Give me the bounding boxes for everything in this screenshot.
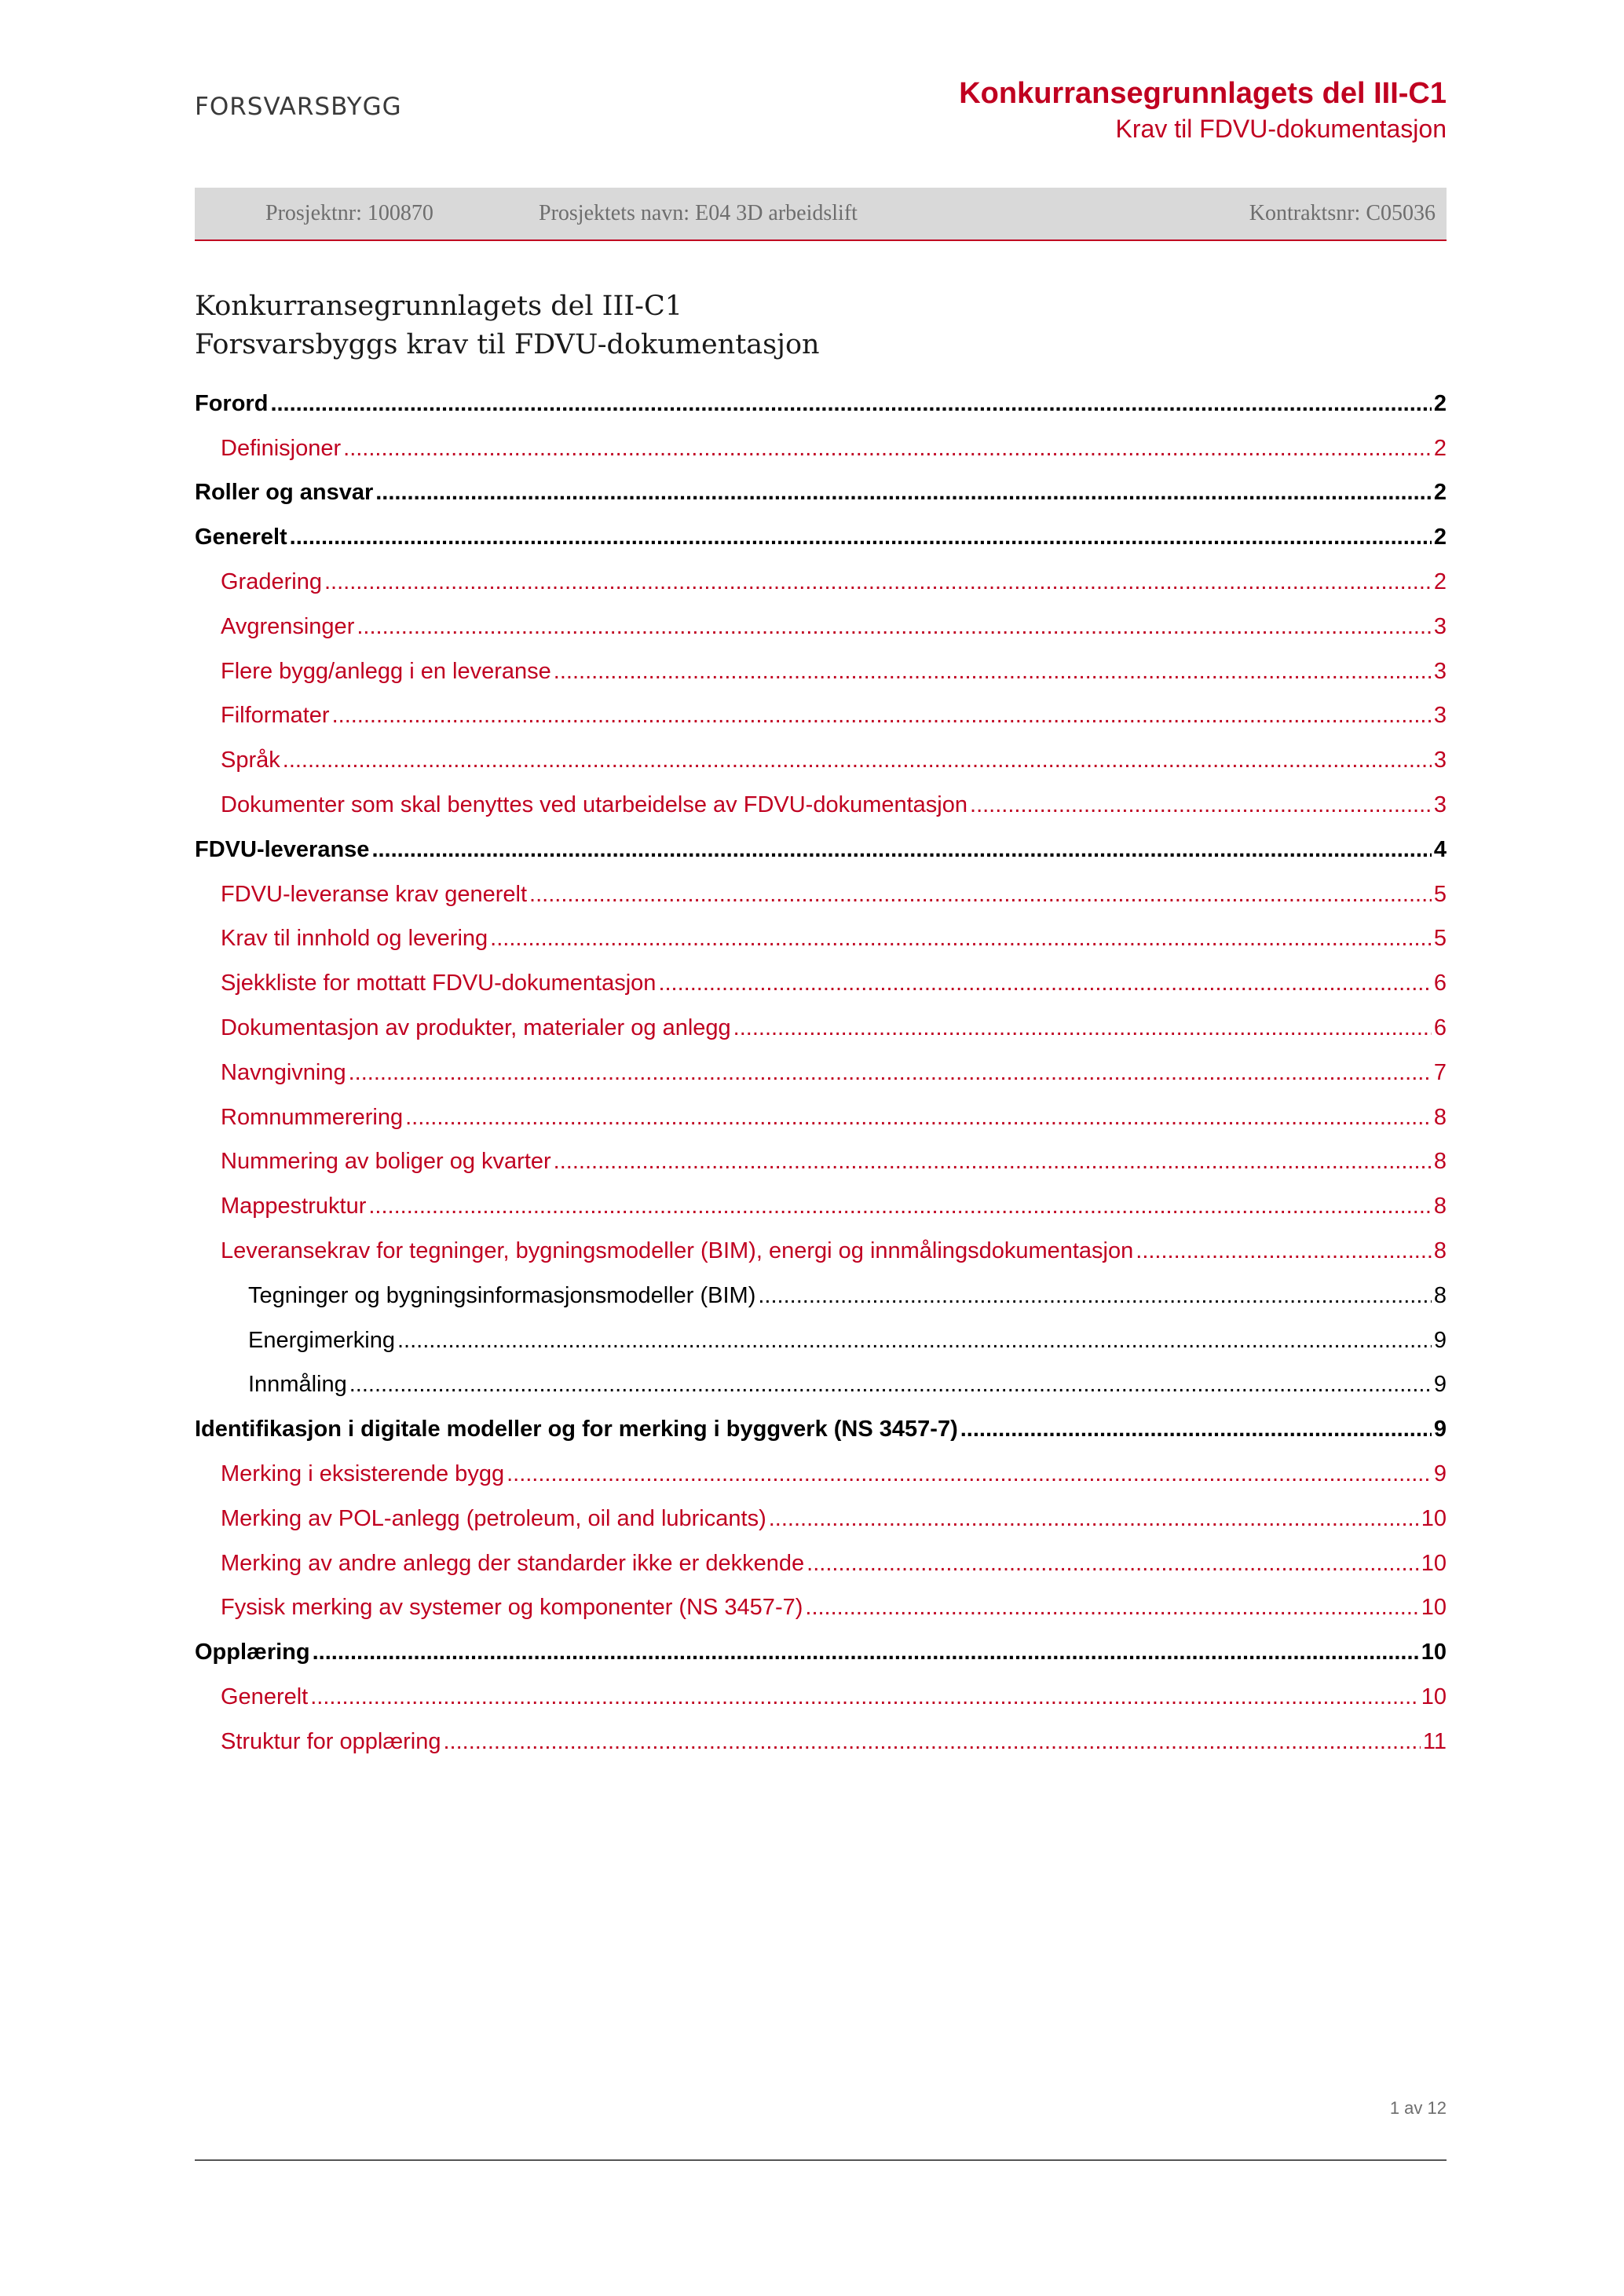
toc-entry-page: 9 (1433, 1372, 1447, 1398)
forsvarsbygg-logo: FORSVARSBYGG (195, 93, 402, 121)
toc-entry-page: 10 (1421, 1640, 1447, 1665)
toc-entry[interactable] (195, 382, 1447, 426)
toc-entry-page: 3 (1433, 703, 1447, 729)
toc-entry-label: Gradering (221, 569, 322, 595)
toc-entry[interactable] (195, 783, 1447, 828)
toc-entry-page: 7 (1433, 1059, 1447, 1085)
toc-dot-leader (290, 525, 1432, 550)
toc-entry-label: Merking av POL-anlegg (petroleum, oil and lubricants) (221, 1505, 766, 1531)
toc-entry-page: 4 (1433, 836, 1447, 862)
toc-dot-leader (733, 1015, 1432, 1041)
header-title: Konkurransegrunnlagets del III-C1 (959, 77, 1447, 110)
toc-entry[interactable] (195, 471, 1447, 516)
toc-entry-page: 3 (1433, 658, 1447, 684)
toc-entry-label: Dokumentasjon av produkter, materialer og anlegg (221, 1015, 731, 1041)
toc-dot-leader (807, 1551, 1419, 1577)
toc-dot-leader (405, 1105, 1432, 1131)
table-of-contents (195, 382, 1447, 1764)
toc-entry-label: Fysisk merking av systemer og komponenter (NS 3457-7) (221, 1595, 803, 1621)
toc-entry-page: 6 (1433, 1015, 1447, 1041)
toc-dot-leader (443, 1729, 1420, 1755)
toc-entry-label: Romnummerering (221, 1104, 404, 1130)
toc-entry-label: FDVU-leveranse (195, 836, 370, 862)
document-title (195, 287, 820, 364)
toc-dot-leader (507, 1461, 1432, 1487)
toc-entry[interactable] (195, 961, 1447, 1006)
toc-entry-label: Merking av andre anlegg der standarder ikke er dekkende (221, 1550, 805, 1576)
toc-dot-leader (658, 971, 1431, 996)
toc-entry-label: Opplæring (195, 1640, 310, 1665)
toc-dot-leader (960, 1417, 1432, 1442)
toc-dot-leader (1136, 1238, 1432, 1264)
toc-entry[interactable] (195, 1229, 1447, 1274)
toc-entry-page: 8 (1433, 1282, 1447, 1308)
toc-dot-leader (283, 748, 1432, 773)
toc-dot-leader (970, 792, 1432, 818)
toc-entry-page: 8 (1433, 1238, 1447, 1264)
toc-entry-label: Generelt (221, 1684, 309, 1709)
toc-entry-label: Definisjoner (221, 435, 342, 461)
toc-entry-label: Merking i eksisterende bygg (221, 1461, 505, 1487)
toc-entry-page: 10 (1421, 1550, 1447, 1576)
document-title-line-1: Konkurransegrunnlagets del III-C1 (195, 291, 682, 322)
toc-entry-label: Språk (221, 748, 280, 773)
page-number: 1 av 12 (1389, 2098, 1447, 2118)
toc-entry-page: 6 (1433, 971, 1447, 996)
toc-entry[interactable] (195, 1497, 1447, 1541)
toc-dot-leader (343, 436, 1432, 462)
toc-entry-page: 3 (1433, 613, 1447, 639)
toc-entry-page: 9 (1433, 1327, 1447, 1353)
toc-dot-leader (371, 837, 1431, 863)
toc-entry[interactable] (195, 1051, 1447, 1095)
footer-divider (195, 2159, 1447, 2161)
toc-entry[interactable] (195, 1274, 1447, 1318)
toc-entry[interactable] (195, 1630, 1447, 1675)
toc-dot-leader (375, 480, 1432, 506)
toc-entry-label: Sjekkliste for mottatt FDVU-dokumentasjon (221, 971, 657, 996)
toc-entry[interactable] (195, 515, 1447, 560)
project-info-bar (195, 188, 1447, 241)
toc-dot-leader (397, 1328, 1432, 1354)
toc-entry[interactable] (195, 1720, 1447, 1764)
toc-entry-label: Mappestruktur (221, 1194, 367, 1219)
toc-entry-page: 8 (1433, 1104, 1447, 1130)
document-title-line-2: Forsvarsbyggs krav til FDVU-dokumentasjon (195, 329, 820, 360)
toc-entry-label: Flere bygg/anlegg i en leveranse (221, 658, 551, 684)
toc-entry-page: 9 (1433, 1417, 1447, 1442)
toc-entry[interactable] (195, 1363, 1447, 1408)
toc-entry-page: 2 (1433, 525, 1447, 550)
toc-entry-page: 8 (1433, 1149, 1447, 1175)
toc-entry[interactable] (195, 605, 1447, 649)
toc-dot-leader (769, 1506, 1419, 1532)
toc-dot-leader (368, 1194, 1432, 1219)
toc-entry[interactable] (195, 1006, 1447, 1051)
toc-entry-page: 10 (1421, 1505, 1447, 1531)
project-name: Prosjektets navn: E04 3D arbeidslift (539, 201, 858, 225)
toc-entry-page: 2 (1433, 480, 1447, 506)
toc-dot-leader (313, 1640, 1419, 1665)
toc-dot-leader (349, 1372, 1432, 1398)
toc-entry-page: 8 (1433, 1194, 1447, 1219)
toc-entry-label: Roller og ansvar (195, 480, 374, 506)
toc-entry[interactable] (195, 1318, 1447, 1363)
toc-entry[interactable] (195, 649, 1447, 694)
toc-entry-label: Nummering av boliger og kvarter (221, 1149, 551, 1175)
toc-entry-label: Filformater (221, 703, 330, 729)
toc-entry[interactable] (195, 1095, 1447, 1140)
toc-dot-leader (270, 391, 1431, 417)
toc-entry-label: Leveransekrav for tegninger, bygningsmodeller (BIM), energi og innmålingsdokumentasjon (221, 1238, 1134, 1264)
toc-entry-label: Innmåling (248, 1372, 347, 1398)
toc-dot-leader (310, 1684, 1419, 1710)
toc-entry[interactable] (195, 1407, 1447, 1452)
toc-entry[interactable] (195, 694, 1447, 739)
toc-entry[interactable] (195, 1675, 1447, 1720)
toc-dot-leader (324, 569, 1432, 595)
toc-entry-page: 3 (1433, 748, 1447, 773)
contract-number: Kontraktsnr: C05036 (1249, 201, 1436, 225)
toc-entry-page: 10 (1421, 1684, 1447, 1709)
project-number: Prosjektnr: 100870 (265, 201, 433, 225)
toc-entry-label: Generelt (195, 525, 287, 550)
toc-dot-leader (554, 1149, 1432, 1175)
toc-dot-leader (554, 659, 1432, 685)
toc-entry-label: Avgrensinger (221, 613, 355, 639)
toc-dot-leader (529, 882, 1432, 908)
toc-entry-page: 2 (1433, 569, 1447, 595)
toc-entry-page: 2 (1433, 390, 1447, 416)
toc-entry-page: 10 (1421, 1595, 1447, 1621)
toc-dot-leader (758, 1283, 1431, 1309)
toc-entry[interactable] (195, 426, 1447, 471)
toc-entry[interactable] (195, 1586, 1447, 1631)
toc-entry-label: Energimerking (248, 1327, 395, 1353)
toc-dot-leader (332, 703, 1432, 729)
toc-entry[interactable] (195, 1452, 1447, 1497)
toc-entry-page: 2 (1433, 435, 1447, 461)
toc-entry-page: 3 (1433, 792, 1447, 818)
toc-entry-page: 9 (1433, 1461, 1447, 1487)
toc-entry-label: Identifikasjon i digitale modeller og for merking i byggverk (NS 3457-7) (195, 1417, 958, 1442)
toc-entry[interactable] (195, 917, 1447, 962)
toc-entry-label: Navngivning (221, 1059, 346, 1085)
toc-entry-label: Tegninger og bygningsinformasjonsmodeller (BIM) (248, 1282, 756, 1308)
toc-dot-leader (357, 614, 1432, 640)
toc-entry-page: 5 (1433, 926, 1447, 952)
toc-entry-page: 11 (1422, 1728, 1447, 1754)
header-subtitle: Krav til FDVU-dokumentasjon (1115, 115, 1447, 143)
toc-entry-label: FDVU-leveranse krav generelt (221, 881, 528, 907)
toc-entry[interactable] (195, 560, 1447, 605)
toc-entry[interactable] (195, 1140, 1447, 1185)
toc-entry-label: Forord (195, 390, 269, 416)
toc-entry[interactable] (195, 1184, 1447, 1229)
toc-entry[interactable] (195, 1541, 1447, 1586)
toc-entry-page: 5 (1433, 881, 1447, 907)
toc-entry-label: Dokumenter som skal benyttes ved utarbeidelse av FDVU-dokumentasjon (221, 792, 968, 818)
toc-entry-label: Struktur for opplæring (221, 1728, 441, 1754)
toc-entry[interactable] (195, 738, 1447, 783)
toc-dot-leader (805, 1595, 1418, 1621)
toc-entry[interactable] (195, 828, 1447, 872)
toc-dot-leader (349, 1060, 1432, 1086)
toc-entry[interactable] (195, 872, 1447, 917)
toc-dot-leader (490, 926, 1432, 952)
toc-entry-label: Krav til innhold og levering (221, 926, 488, 952)
